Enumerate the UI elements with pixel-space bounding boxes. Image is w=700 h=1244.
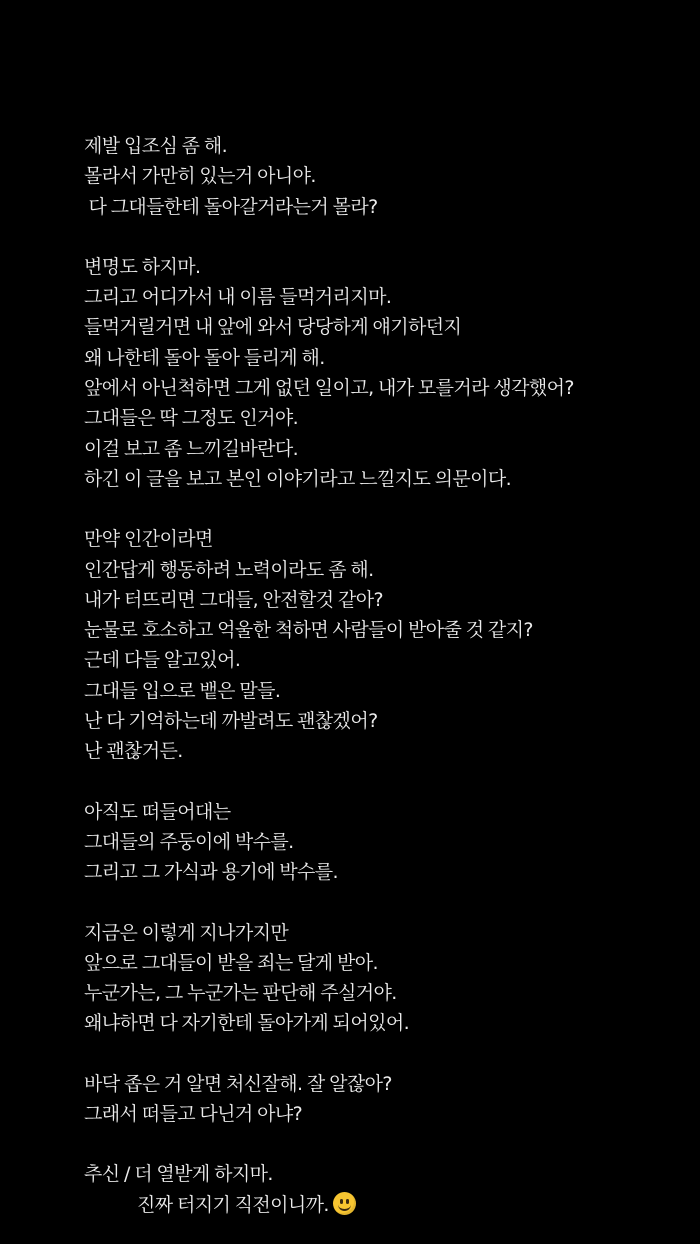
story-text	[84, 131, 684, 1220]
text-line: 몰라서 가만히 있는거 아니야.	[84, 165, 316, 188]
text-line: 왜냐하면 다 자기한테 돌아가게 되어있어.	[84, 1012, 410, 1035]
text-line: 난 다 기억하는데 까발려도 괜찮겠어?	[84, 710, 378, 733]
paragraph-3	[84, 524, 684, 766]
emoji-mouth	[338, 1203, 351, 1211]
text-line: 추신 / 더 열받게 하지마.	[84, 1163, 273, 1186]
text-line: 아직도 떠들어대는	[84, 800, 231, 823]
text-line: 내가 터뜨리면 그대들, 안전할것 같아?	[84, 588, 383, 611]
paragraph-1	[84, 131, 684, 222]
text-line: 눈물로 호소하고 억울한 척하면 사람들이 받아줄 것 같지?	[84, 619, 533, 642]
text-line: 변명도 하지마.	[84, 255, 201, 278]
text-line-content: 진짜 터지기 직전이니까.	[137, 1193, 329, 1216]
text-line: 이걸 보고 좀 느끼길바란다.	[84, 437, 299, 460]
text-line: 그래서 떠들고 다닌거 아냐?	[84, 1103, 303, 1126]
paragraph-4	[84, 797, 684, 888]
text-line: 누군가는, 그 누군가는 판단해 주실거야.	[84, 982, 397, 1005]
paragraph-5	[84, 918, 684, 1039]
text-line: 앞에서 아닌척하면 그게 없던 일이고, 내가 모를거라 생각했어?	[84, 377, 574, 400]
text-line: 그리고 어디가서 내 이름 들먹거리지마.	[84, 286, 392, 309]
text-line: 인간답게 행동하려 노력이라도 좀 해.	[84, 558, 374, 581]
smiling-face-icon	[333, 1192, 356, 1215]
text-line: 만약 인간이라면	[84, 528, 213, 551]
text-line: 앞으로 그대들이 받을 죄는 달게 받아.	[84, 951, 378, 974]
text-line: 근데 다들 알고있어.	[84, 649, 241, 672]
text-line: 들먹거릴거면 내 앞에 와서 당당하게 얘기하던지	[84, 316, 462, 339]
text-line: 그리고 그 가식과 용기에 박수를.	[84, 861, 339, 884]
text-line-with-emoji	[84, 1190, 684, 1220]
text-line: 난 괜찮거든.	[84, 740, 183, 763]
paragraph-6	[84, 1069, 684, 1130]
text-line: 지금은 이렇게 지나가지만	[84, 921, 289, 944]
text-line: 하긴 이 글을 보고 본인 이야기라고 느낄지도 의문이다.	[84, 467, 512, 490]
text-line: 그대들은 딱 그정도 인거야.	[84, 407, 299, 430]
paragraph-2	[84, 252, 684, 494]
text-line: 그대들 입으로 뱉은 말들.	[84, 679, 281, 702]
text-line: 제발 입조심 좀 해.	[84, 135, 228, 157]
text-line: 다 그대들한테 돌아갈거라는거 몰라?	[84, 195, 378, 218]
paragraph-postscript	[84, 1159, 684, 1220]
text-line: 그대들의 주둥이에 박수를.	[84, 830, 294, 853]
text-line: 왜 나한테 돌아 돌아 들리게 해.	[84, 346, 325, 369]
text-line: 바닥 좁은 거 알면 처신잘해. 잘 알잖아?	[84, 1072, 392, 1095]
